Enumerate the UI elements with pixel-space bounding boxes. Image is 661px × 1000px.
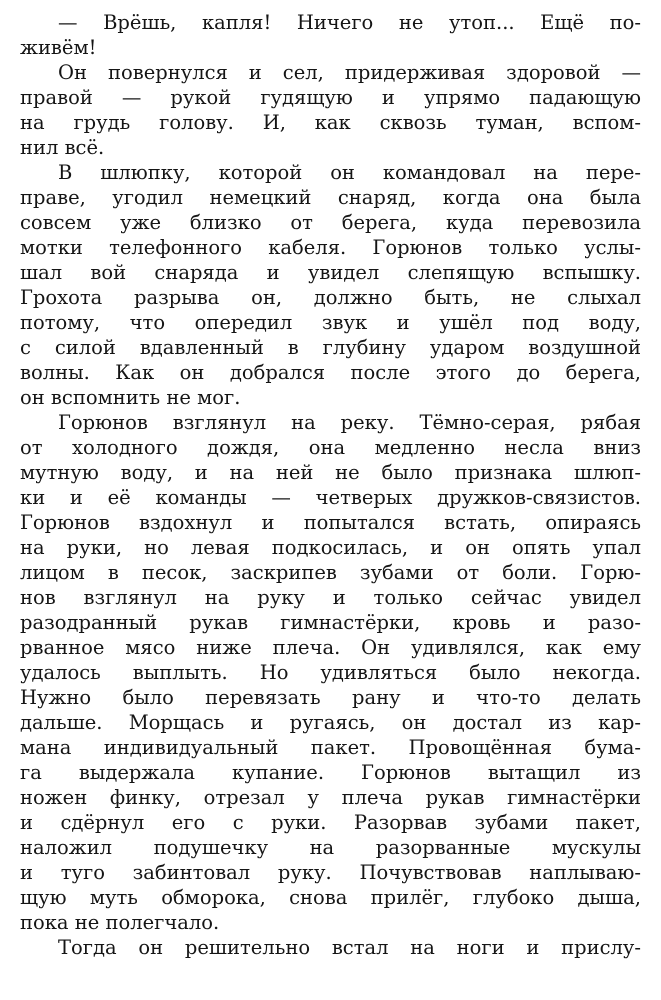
text-line: от холодного дождя, она медленно несла вниз bbox=[20, 436, 641, 459]
text-line: Горюнов вздохнул и попытался встать, опираясь bbox=[20, 511, 641, 534]
text-line: волны. Как он добрался после этого до берега, bbox=[20, 361, 641, 384]
text-line: мотки телефонного кабеля. Горюнов только услы- bbox=[20, 236, 641, 259]
text-line: потому, что опередил звук и ушёл под воду, bbox=[20, 311, 641, 334]
text-line: праве, угодил немецкий снаряд, когда она была bbox=[20, 186, 641, 209]
text-line: пока не полегчало. bbox=[20, 911, 220, 934]
text-line: на грудь голову. И, как сквозь туман, вспом- bbox=[20, 111, 641, 134]
text-line: нов взглянул на руку и только сейчас увидел bbox=[20, 586, 641, 609]
text-line: совсем уже близко от берега, куда перевозила bbox=[20, 211, 641, 234]
text-line: разодранный рукав гимнастёрки, кровь и разо- bbox=[20, 611, 641, 634]
text-line: — Врёшь, капля! Ничего не утоп... Ещё по- bbox=[58, 11, 641, 34]
text-line: Он повернулся и сел, придерживая здоровой — bbox=[58, 61, 641, 84]
text-line: Тогда он решительно встал на ноги и прислу- bbox=[58, 936, 641, 959]
text-line: наложил подушечку на разорванные мускулы bbox=[20, 836, 641, 859]
text-line: и сдёрнул его с руки. Разорвав зубами пакет, bbox=[20, 811, 641, 834]
text-line: Горюнов взглянул на реку. Тёмно-серая, рябая bbox=[58, 411, 641, 434]
text-line: он вспомнить не мог. bbox=[20, 386, 241, 409]
text-line: дальше. Морщась и ругаясь, он достал из кар- bbox=[20, 711, 641, 734]
text-line: и туго забинтовал руку. Почувствовав наплываю- bbox=[20, 861, 641, 884]
text-line: рванное мясо ниже плеча. Он удивлялся, как ему bbox=[20, 636, 641, 659]
text-line: В шлюпку, которой он командовал на пере- bbox=[58, 161, 641, 184]
text-line: на руки, но левая подкосилась, и он опять упал bbox=[20, 536, 641, 559]
text-line: га выдержала купание. Горюнов вытащил из bbox=[20, 761, 641, 784]
text-line: удалось выплыть. Но удивляться было некогда. bbox=[20, 661, 641, 684]
text-line: нил всё. bbox=[20, 136, 105, 159]
book-page bbox=[20, 10, 641, 960]
text-line: живём! bbox=[20, 36, 97, 59]
text-line: с силой вдавленный в глубину ударом воздушной bbox=[20, 336, 641, 359]
text-line: Нужно было перевязать рану и что-то делать bbox=[20, 686, 641, 709]
text-line: щую муть обморока, снова прилёг, глубоко дыша, bbox=[20, 886, 641, 909]
text-line: ножен финку, отрезал у плеча рукав гимнастёрки bbox=[20, 786, 641, 809]
text-line: шал вой снаряда и увидел слепящую вспышку. bbox=[20, 261, 641, 284]
text-line: мутную воду, и на ней не было признака шлюп- bbox=[20, 461, 641, 484]
text-line: ки и её команды — четверых дружков-связистов. bbox=[20, 486, 641, 509]
text-line: Грохота разрыва он, должно быть, не слыхал bbox=[20, 286, 641, 309]
text-line: правой — рукой гудящую и упрямо падающую bbox=[20, 86, 641, 109]
text-line: лицом в песок, заскрипев зубами от боли. Горю- bbox=[20, 561, 641, 584]
text-line: мана индивидуальный пакет. Провощённая бума- bbox=[20, 736, 641, 759]
